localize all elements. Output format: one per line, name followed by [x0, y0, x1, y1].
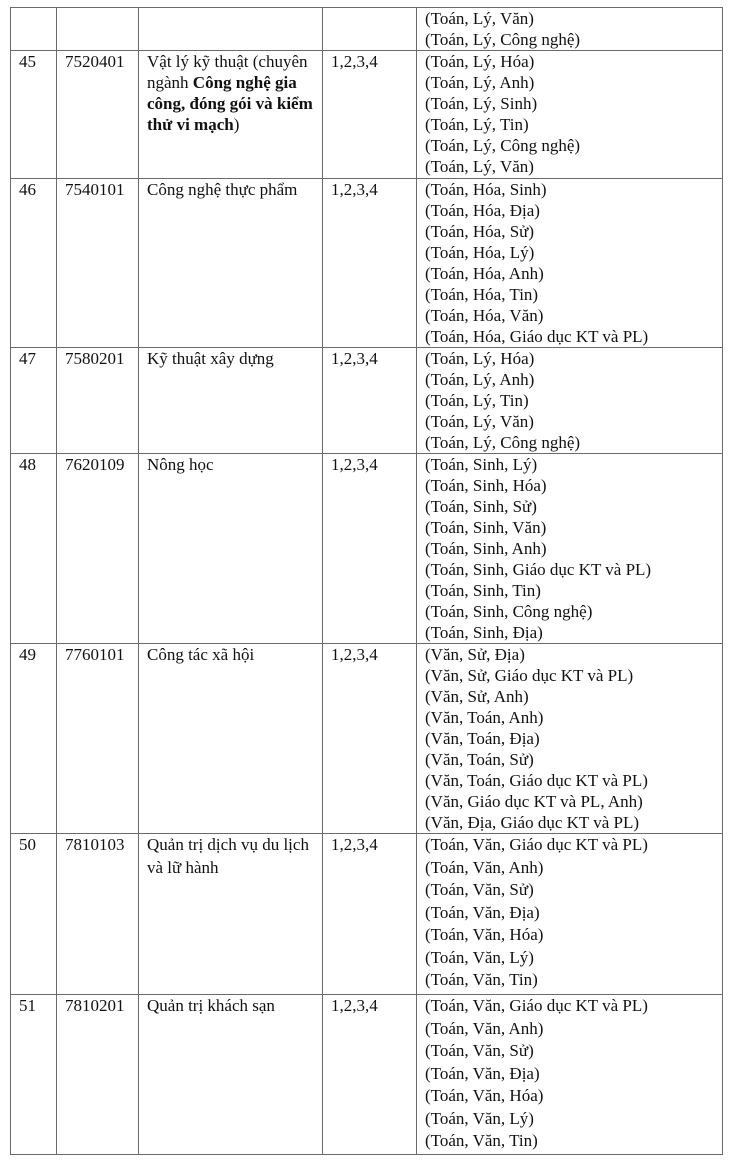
- table-row-continuation: [11, 8, 723, 51]
- major-name-cell: Kỹ thuật xây dựng: [139, 348, 323, 454]
- subject-combination: (Toán, Lý, Tin): [425, 115, 529, 134]
- subject-combination: (Toán, Hóa, Sinh): [425, 180, 547, 199]
- subject-combination: (Toán, Lý, Công nghệ): [425, 433, 581, 452]
- methods-cell: 1,2,3,4: [323, 995, 417, 1155]
- subject-combination: (Văn, Sử, Địa): [425, 645, 525, 664]
- major-name-cell: Quản trị khách sạn: [139, 995, 323, 1155]
- subject-combination: (Toán, Lý, Tin): [425, 391, 529, 410]
- major-code-cell: 7810201: [57, 995, 139, 1155]
- admission-majors-table: [10, 7, 723, 1155]
- subject-combinations-cell: [417, 995, 723, 1155]
- subject-combination: (Văn, Toán, Anh): [425, 708, 544, 727]
- subject-combination: (Toán, Hóa, Văn): [425, 306, 544, 325]
- subject-combination: (Toán, Hóa, Giáo dục KT và PL): [425, 327, 649, 346]
- stt-cell: 45: [11, 51, 57, 179]
- subject-combination: (Toán, Văn, Lý): [425, 1108, 534, 1128]
- subject-combination: (Văn, Sử, Anh): [425, 687, 529, 706]
- subject-combination: (Toán, Lý, Anh): [425, 73, 535, 92]
- methods-cell: 1,2,3,4: [323, 834, 417, 995]
- stt-cell: 48: [11, 454, 57, 644]
- subject-combination: (Toán, Sinh, Hóa): [425, 476, 547, 495]
- stt-cell: 50: [11, 834, 57, 995]
- major-code-cell: [57, 8, 139, 51]
- table-row: [11, 644, 723, 834]
- subject-combination: (Toán, Hóa, Lý): [425, 243, 535, 262]
- stt-cell: 51: [11, 995, 57, 1155]
- major-code-cell: 7520401: [57, 51, 139, 179]
- table-row: [11, 51, 723, 179]
- subject-combination: (Văn, Địa, Giáo dục KT và PL): [425, 813, 640, 832]
- subject-combination: (Toán, Sinh, Anh): [425, 539, 547, 558]
- table-row: [11, 995, 723, 1155]
- major-name-cell: Quản trị dịch vụ du lịch và lữ hành: [139, 834, 323, 995]
- subject-combinations-cell: [417, 644, 723, 834]
- major-code-cell: 7810103: [57, 834, 139, 995]
- major-name-cell: Công tác xã hội: [139, 644, 323, 834]
- major-name-text: Vật lý kỹ thuật (chuyên ngành: [147, 52, 308, 92]
- subject-combination: (Toán, Sinh, Sử): [425, 497, 537, 516]
- subject-combination: (Văn, Toán, Sử): [425, 750, 534, 769]
- table-row: [11, 348, 723, 454]
- major-name-text: ): [233, 115, 240, 134]
- methods-cell: 1,2,3,4: [323, 179, 417, 348]
- methods-cell: 1,2,3,4: [323, 51, 417, 179]
- stt-cell: [11, 8, 57, 51]
- subject-combination: (Toán, Văn, Tin): [425, 1131, 538, 1150]
- subject-combination: (Toán, Văn, Sử): [425, 1041, 534, 1060]
- subject-combinations-cell: [417, 834, 723, 995]
- subject-combination: (Toán, Sinh, Lý): [425, 455, 538, 474]
- subject-combination: (Toán, Văn, Anh): [425, 857, 544, 877]
- methods-cell: [323, 8, 417, 51]
- major-name-cell: [139, 8, 323, 51]
- major-name-cell: Nông học: [139, 454, 323, 644]
- subject-combination: (Toán, Lý, Văn): [425, 9, 534, 28]
- stt-cell: 46: [11, 179, 57, 348]
- methods-cell: 1,2,3,4: [323, 644, 417, 834]
- subject-combination: (Toán, Lý, Hóa): [425, 349, 535, 368]
- subject-combinations-cell: [417, 179, 723, 348]
- subject-combination: (Toán, Lý, Văn): [425, 412, 534, 431]
- subject-combination: (Toán, Lý, Văn): [425, 157, 534, 176]
- stt-cell: 47: [11, 348, 57, 454]
- subject-combination: (Toán, Sinh, Văn): [425, 518, 547, 537]
- methods-cell: 1,2,3,4: [323, 454, 417, 644]
- subject-combination: (Toán, Văn, Lý): [425, 947, 534, 967]
- subject-combinations-cell: [417, 51, 723, 179]
- subject-combination: (Toán, Hóa, Tin): [425, 285, 539, 304]
- table-row: [11, 834, 723, 995]
- major-code-cell: 7540101: [57, 179, 139, 348]
- major-name-cell: [139, 51, 323, 179]
- subject-combination: (Toán, Văn, Địa): [425, 902, 540, 922]
- subject-combination: (Toán, Hóa, Anh): [425, 264, 544, 283]
- subject-combination: (Toán, Văn, Hóa): [425, 925, 544, 944]
- subject-combination: (Toán, Lý, Công nghệ): [425, 136, 581, 155]
- subject-combinations-cell: [417, 454, 723, 644]
- major-code-cell: 7760101: [57, 644, 139, 834]
- subject-combination: (Toán, Lý, Công nghệ): [425, 30, 581, 49]
- subject-combination: (Toán, Sinh, Tin): [425, 581, 541, 600]
- subject-combination: (Toán, Lý, Hóa): [425, 52, 535, 71]
- subject-combination: (Văn, Toán, Địa): [425, 729, 540, 748]
- subject-combination: (Toán, Lý, Anh): [425, 370, 535, 389]
- methods-cell: 1,2,3,4: [323, 348, 417, 454]
- subject-combination: (Toán, Văn, Giáo dục KT và PL): [425, 996, 648, 1015]
- subject-combination: (Toán, Hóa, Sử): [425, 222, 535, 241]
- subject-combination: (Toán, Văn, Tin): [425, 970, 538, 989]
- subject-combination: (Toán, Văn, Anh): [425, 1018, 544, 1038]
- table-row: [11, 179, 723, 348]
- subject-combination: (Văn, Sử, Giáo dục KT và PL): [425, 666, 634, 685]
- subject-combinations-cell: [417, 348, 723, 454]
- subject-combination: (Toán, Sinh, Giáo dục KT và PL): [425, 560, 652, 579]
- subject-combination: (Toán, Văn, Địa): [425, 1063, 540, 1083]
- major-name-cell: Công nghệ thực phẩm: [139, 179, 323, 348]
- subject-combination: (Văn, Toán, Giáo dục KT và PL): [425, 771, 648, 790]
- major-specialization-text: Công nghệ gia công, đóng gói và kiểm thử vi mạch: [147, 73, 313, 134]
- stt-cell: 49: [11, 644, 57, 834]
- subject-combination: (Văn, Giáo dục KT và PL, Anh): [425, 792, 643, 811]
- subject-combination: (Toán, Văn, Giáo dục KT và PL): [425, 835, 648, 854]
- subject-combination: (Toán, Văn, Hóa): [425, 1086, 544, 1105]
- major-code-cell: 7580201: [57, 348, 139, 454]
- subject-combination: (Toán, Sinh, Địa): [425, 623, 543, 642]
- subject-combination: (Toán, Văn, Sử): [425, 880, 534, 899]
- table-row: [11, 454, 723, 644]
- subject-combination: (Toán, Hóa, Địa): [425, 201, 540, 220]
- subject-combination: (Toán, Lý, Sinh): [425, 94, 538, 113]
- major-code-cell: 7620109: [57, 454, 139, 644]
- subject-combinations-cell: [417, 8, 723, 51]
- subject-combination: (Toán, Sinh, Công nghệ): [425, 602, 593, 621]
